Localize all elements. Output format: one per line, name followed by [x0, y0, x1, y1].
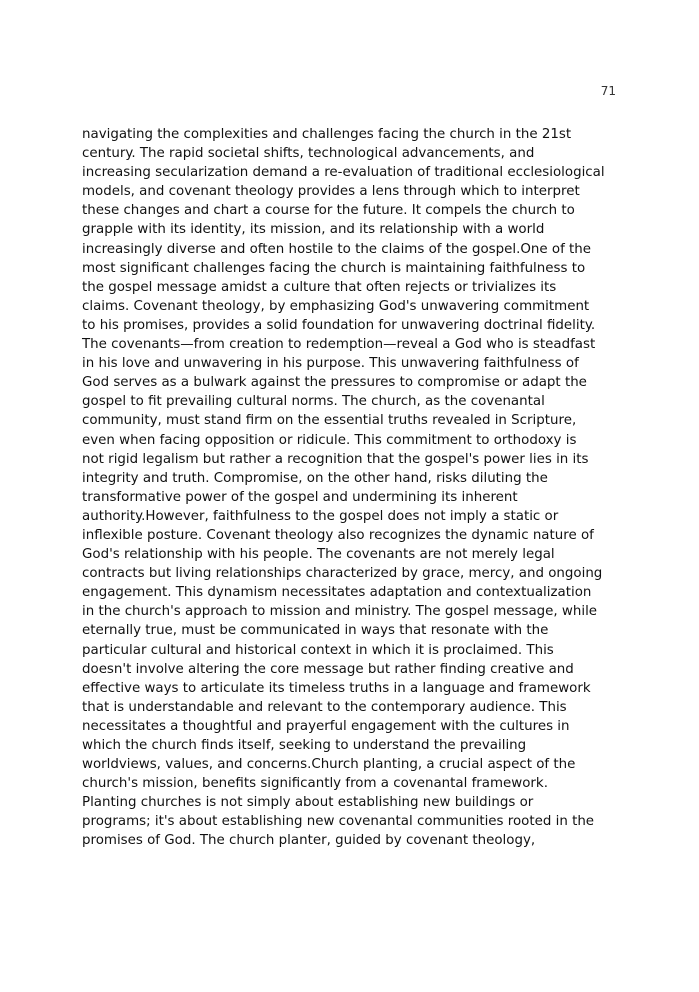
text-line: in his love and unwavering in his purpose. This unwavering faithfulness of [82, 356, 579, 372]
text-line: authority.However, faithfulness to the gospel does not imply a static or [82, 508, 559, 524]
text-line: God serves as a bulwark against the pressures to compromise or adapt the [82, 375, 587, 391]
text-line: which the church finds itself, seeking to understand the prevailing [82, 738, 527, 753]
text-line: in the church's approach to mission and ministry. The gospel message, while [82, 604, 598, 620]
text-line: the gospel message amidst a culture that often rejects or trivializes its [82, 279, 557, 295]
text-line: transformative power of the gospel and undermining its inherent [82, 489, 518, 505]
text-line: gospel to fit prevailing cultural norms. The church, as the covenantal [82, 394, 545, 410]
text-line: church's mission, benefits significantly from a covenantal framework. [82, 776, 548, 792]
text-line: worldviews, values, and concerns.Church planting, a crucial aspect of the [82, 757, 576, 773]
text-line: these changes and chart a course for the future. It compels the church to [82, 203, 575, 219]
text-line: doesn't involve altering the core message but rather finding creative and [82, 661, 574, 677]
text-line: that is understandable and relevant to the contemporary audience. This [82, 699, 567, 715]
text-line: to his promises, provides a solid foundation for unwavering doctrinal fidelity. [82, 317, 596, 333]
text-line: century. The rapid societal shifts, technological advancements, and [82, 146, 535, 162]
text-line: grapple with its identity, its mission, and its relationship with a world [82, 222, 545, 238]
text-line: effective ways to articulate its timeless truths in a language and framework [82, 680, 591, 696]
text-line: models, and covenant theology provides a lens through which to interpret [82, 184, 580, 200]
text-line: contracts but living relationships characterized by grace, mercy, and ongoing [82, 566, 603, 582]
text-line: claims. Covenant theology, by emphasizing God's unwavering commitment [82, 298, 590, 314]
text-line: most significant challenges facing the church is maintaining faithfulness to [82, 260, 586, 276]
text-line: integrity and truth. Compromise, on the other hand, risks diluting the [82, 470, 548, 486]
text-line: eternally true, must be communicated in ways that resonate with the [82, 623, 549, 639]
text-line: The covenants—from creation to redemption—reveal a God who is steadfast [82, 337, 596, 353]
page-number: 71 [600, 84, 616, 98]
text-line: Planting churches is not simply about establishing new buildings or [82, 795, 534, 811]
text-line: navigating the complexities and challenges facing the church in the 21st [82, 127, 572, 142]
text-line: God's relationship with his people. The covenants are not merely legal [82, 547, 555, 563]
text-line: particular cultural and historical context in which it is proclaimed. This [82, 642, 554, 658]
text-line: community, must stand firm on the essential truths revealed in Scripture, [82, 413, 577, 429]
text-line: inflexible posture. Covenant theology also recognizes the dynamic nature of [82, 527, 594, 543]
text-line: necessitates a thoughtful and prayerful engagement with the cultures in [82, 718, 570, 734]
text-line: not rigid legalism but rather a recognition that the gospel's power lies in its [82, 451, 589, 467]
text-line: promises of God. The church planter, guided by covenant theology, [82, 833, 536, 849]
text-line: engagement. This dynamism necessitates adaptation and contextualization [82, 585, 592, 601]
text-line: even when facing opposition or ridicule. This commitment to orthodoxy is [82, 432, 577, 448]
text-line: increasingly diverse and often hostile to the claims of the gospel.One of the [82, 241, 592, 257]
text-line: programs; it's about establishing new covenantal communities rooted in the [82, 814, 595, 830]
body-paragraph [82, 125, 622, 851]
text-line: increasing secularization demand a re-evaluation of traditional ecclesiological [82, 165, 605, 181]
